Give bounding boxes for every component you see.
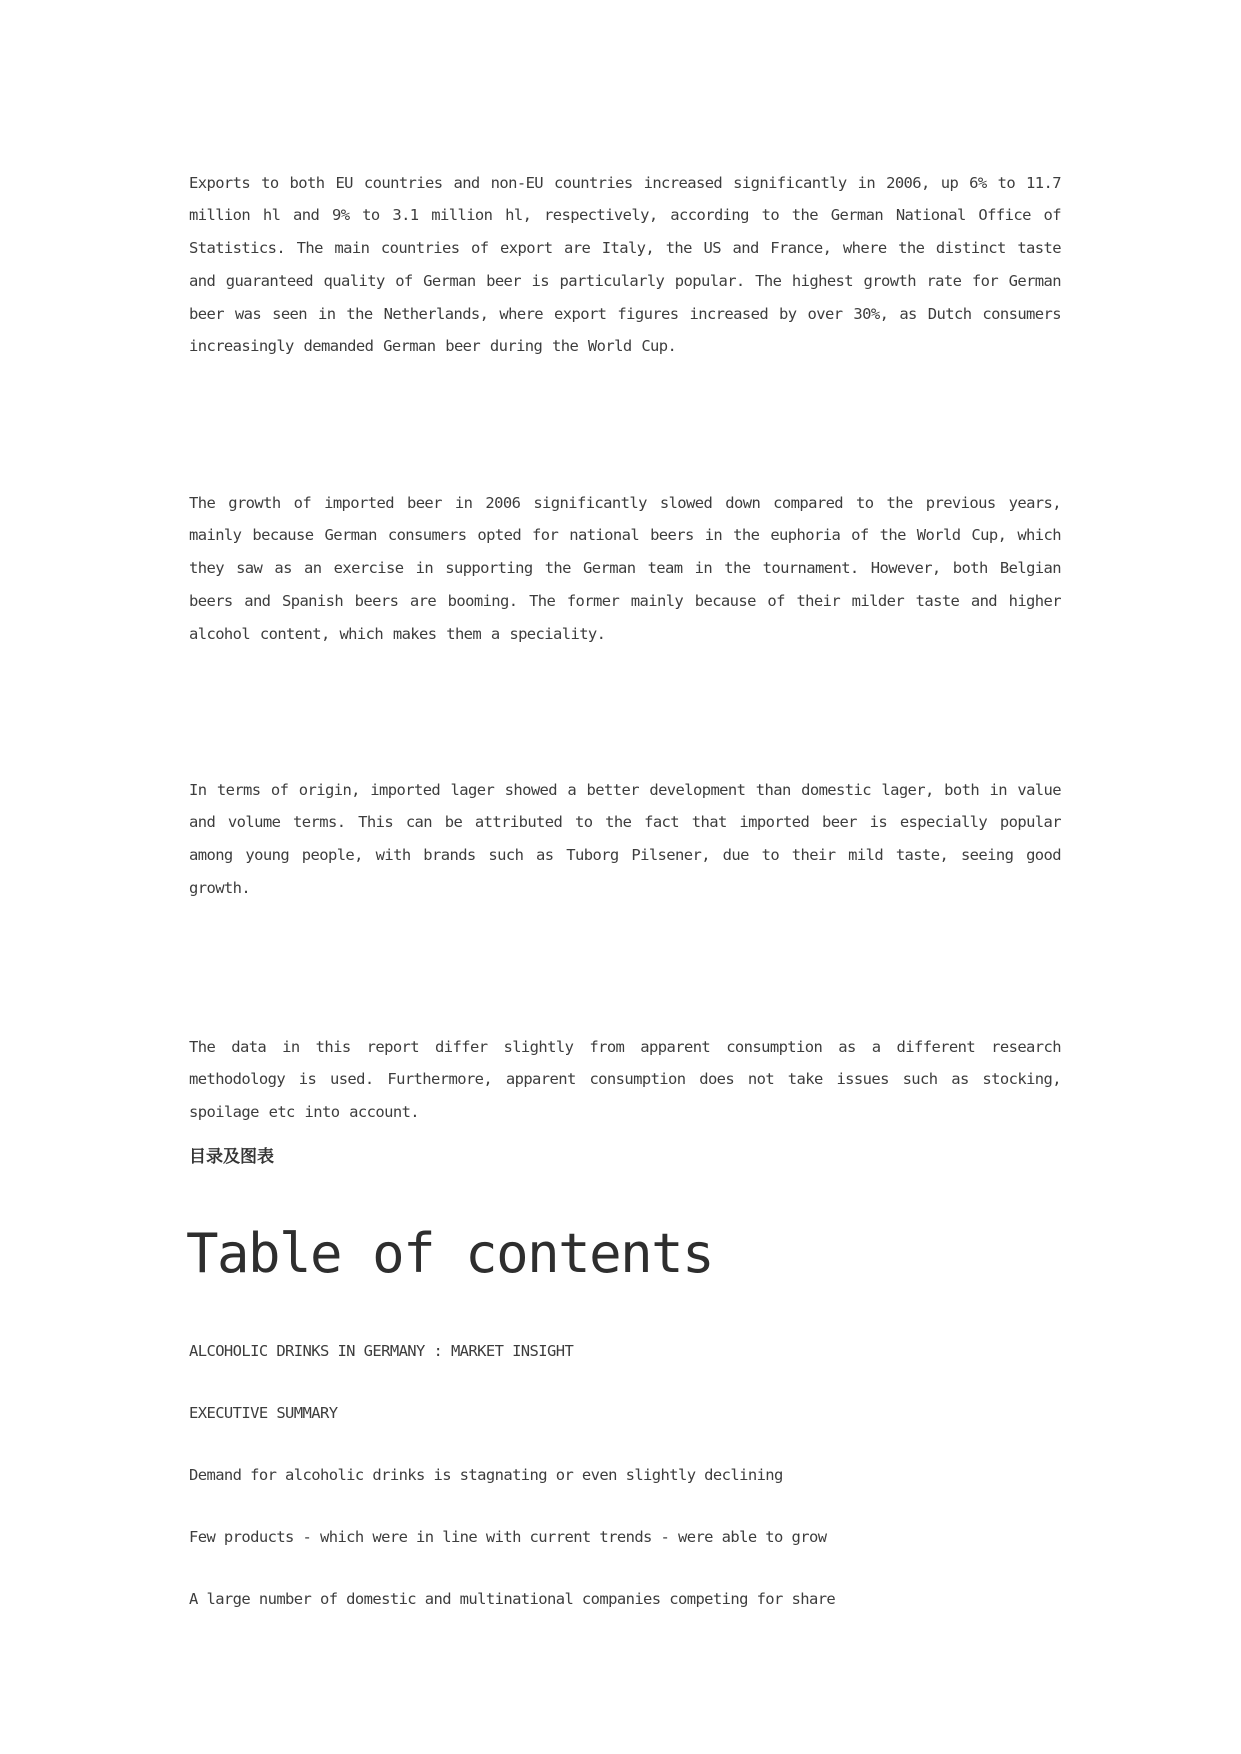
paragraph-data-methodology: The data in this report differ slightly from apparent consumption as a different research methodology is used. Furthermore, apparent consumption does not take issues such as stocking, spoilage etc into account.: [189, 1037, 1061, 1122]
toc-title: Table of contents: [186, 1222, 714, 1285]
section-heading-contents-and-charts: 目录及图表: [189, 1147, 274, 1167]
toc-item[interactable]: Demand for alcoholic drinks is stagnating or even slightly declining: [189, 1466, 783, 1484]
toc-item[interactable]: Few products - which were in line with current trends - were able to grow: [189, 1528, 827, 1546]
toc-item[interactable]: A large number of domestic and multinational companies competing for share: [189, 1590, 836, 1608]
paragraph-exports: Exports to both EU countries and non-EU countries increased significantly in 2006, up 6% to 11.7 million hl and 9% to 3.1 million hl, respectively, according to the German National Office of Statistics. The main countries of export are Italy, the US and France, where the distinct taste and guaranteed quality of German beer is particularly popular. The highest growth rate for German beer was seen in the Netherlands, where export figures increased by over 30%, as Dutch consumers increasingly demanded German beer during the World Cup.: [189, 173, 1061, 356]
paragraph-imported-beer-growth: The growth of imported beer in 2006 significantly slowed down compared to the previous years, mainly because German consumers opted for national beers in the euphoria of the World Cup, which they saw as an exercise in supporting the German team in the tournament. However, both Belgian beers and Spanish beers are booming. The former mainly because of their milder taste and higher alcohol content, which makes them a speciality.: [189, 493, 1061, 643]
toc-item[interactable]: EXECUTIVE SUMMARY: [189, 1404, 338, 1422]
toc-item[interactable]: ALCOHOLIC DRINKS IN GERMANY : MARKET INSIGHT: [189, 1342, 574, 1360]
paragraph-imported-lager: In terms of origin, imported lager showed a better development than domestic lager, both in value and volume terms. This can be attributed to the fact that imported beer is especially popular among young people, with brands such as Tuborg Pilsener, due to their mild taste, seeing good growth.: [189, 780, 1061, 897]
